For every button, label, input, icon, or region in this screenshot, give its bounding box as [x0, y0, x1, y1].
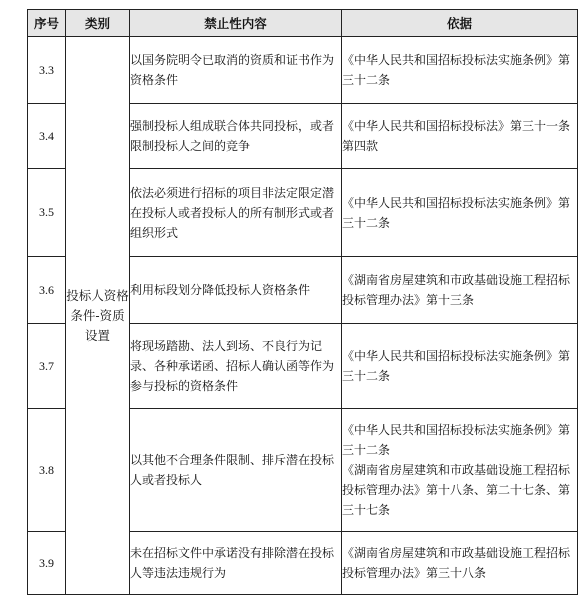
prohibited-content-cell: 未在招标文件中承诺没有排除潜在投标人等违法违规行为 — [130, 532, 342, 595]
prohibited-content-table — [27, 9, 578, 595]
legal-basis-cell — [342, 532, 578, 595]
legal-basis-cell — [342, 409, 578, 532]
legal-basis-text: 《中华人民共和国招标投标法实施条例》第三十二条 — [342, 195, 571, 230]
header-serial-number: 序号 — [28, 10, 66, 37]
legal-basis-text: 《中华人民共和国招标投标法实施条例》第三十二条 — [342, 349, 571, 383]
legal-basis-text: 《湖南省房屋建筑和市政基础设施工程招标投标管理办法》第三十八条 — [342, 546, 571, 580]
legal-basis-text: 《中华人民共和国招标投标法》第三十一条第四款 — [342, 119, 571, 153]
header-prohibited-content: 禁止性内容 — [130, 10, 342, 37]
row-number: 3.5 — [28, 169, 66, 257]
row-number: 3.7 — [28, 324, 66, 409]
table-header-row — [28, 10, 578, 37]
prohibited-content-cell: 强制投标人组成联合体共同投标，或者限制投标人之间的竞争 — [130, 104, 342, 169]
table-row — [28, 37, 578, 104]
category-cell: 投标人资格条件-资质设置 — [66, 37, 130, 595]
prohibited-content-cell: 以其他不合理条件限制、排斥潜在投标人或者投标人 — [130, 409, 342, 532]
row-number: 3.9 — [28, 532, 66, 595]
legal-basis-text: 《中华人民共和国招标投标法实施条例》第三十二条 — [342, 423, 571, 457]
row-number: 3.6 — [28, 257, 66, 324]
legal-basis-cell — [342, 257, 578, 324]
prohibited-content-cell: 将现场踏勘、法人到场、不良行为记录、各种承诺函、招标人确认函等作为参与投标的资格条件 — [130, 324, 342, 409]
prohibited-content-cell: 利用标段划分降低投标人资格条件 — [130, 257, 342, 324]
legal-basis-text: 《湖南省房屋建筑和市政基础设施工程招标投标管理办法》第十三条 — [342, 273, 571, 307]
row-number: 3.8 — [28, 409, 66, 532]
legal-basis-cell — [342, 104, 578, 169]
row-number: 3.3 — [28, 37, 66, 104]
prohibited-content-cell: 以国务院明令已取消的资质和证书作为资格条件 — [130, 37, 342, 104]
prohibited-content-cell: 依法必须进行招标的项目非法定限定潜在投标人或者投标人的所有制形式或者组织形式 — [130, 169, 342, 257]
legal-basis-text: 《中华人民共和国招标投标法实施条例》第三十二条 — [342, 53, 571, 87]
header-category: 类别 — [66, 10, 130, 37]
header-legal-basis: 依据 — [342, 10, 578, 37]
legal-basis-text: 《湖南省房屋建筑和市政基础设施工程招标投标管理办法》第十八条、第二十七条、第三十七条 — [342, 463, 571, 517]
legal-basis-cell — [342, 169, 578, 257]
legal-basis-cell — [342, 324, 578, 409]
row-number: 3.4 — [28, 104, 66, 169]
legal-basis-cell — [342, 37, 578, 104]
